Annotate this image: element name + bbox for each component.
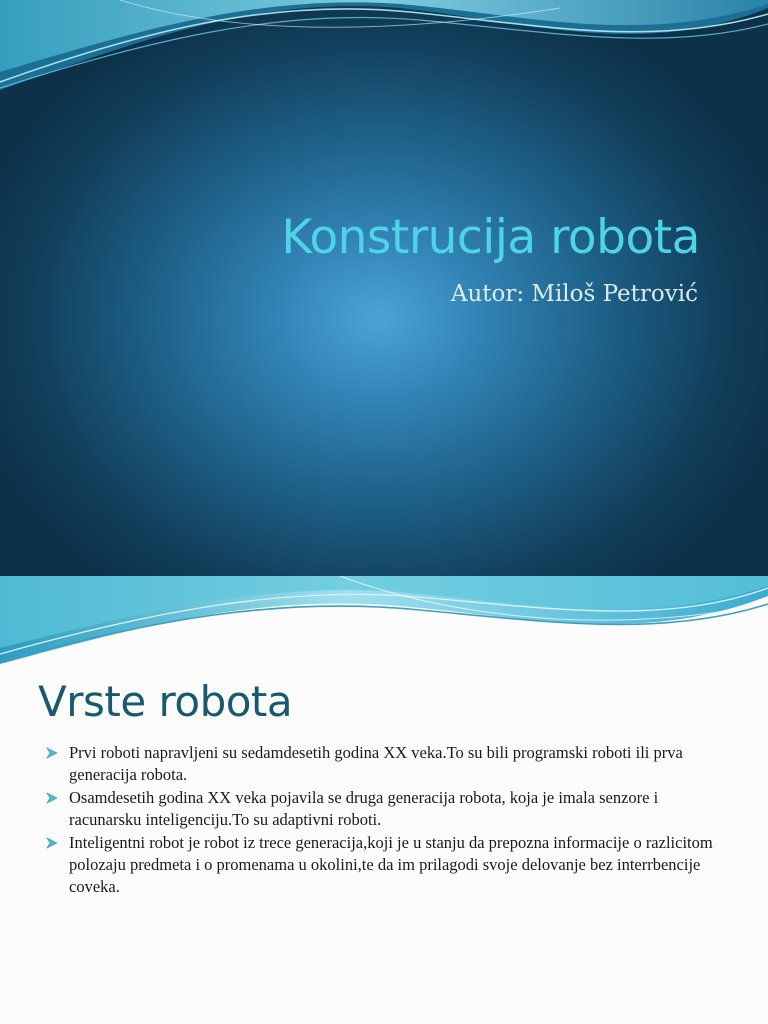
list-item-text: Prvi roboti napravljeni su sedamdesetih godina XX veka.To su bili programski roboti ili prva generacija robota. [69,743,683,784]
arrow-bullet-icon [46,837,58,849]
list-item [46,742,726,786]
decorative-wave-header [0,0,768,100]
title-slide-author: Autor: Miloš Petrović [450,281,698,307]
content-slide-heading: Vrste robota [38,677,293,726]
arrow-bullet-icon [46,792,58,804]
decorative-wave-header [0,576,768,676]
content-slide [0,576,768,1024]
list-item-text: Osamdesetih godina XX veka pojavila se druga generacija robota, koja je imala senzore i racunarsku inteligenciju.To su adaptivni roboti. [69,788,659,829]
arrow-bullet-icon [46,747,58,759]
list-item [46,787,726,831]
list-item [46,832,726,898]
title-slide-heading: Konstrucija robota [281,210,700,265]
list-item-text: Inteligentni robot je robot iz trece generacija,koji je u stanju da prepozna informacije o razlicitom polozaju predmeta i o promenama u okolini,te da im prilagodi svoje delovanje bez interrbencije coveka. [69,833,713,896]
bullet-list [46,742,726,899]
